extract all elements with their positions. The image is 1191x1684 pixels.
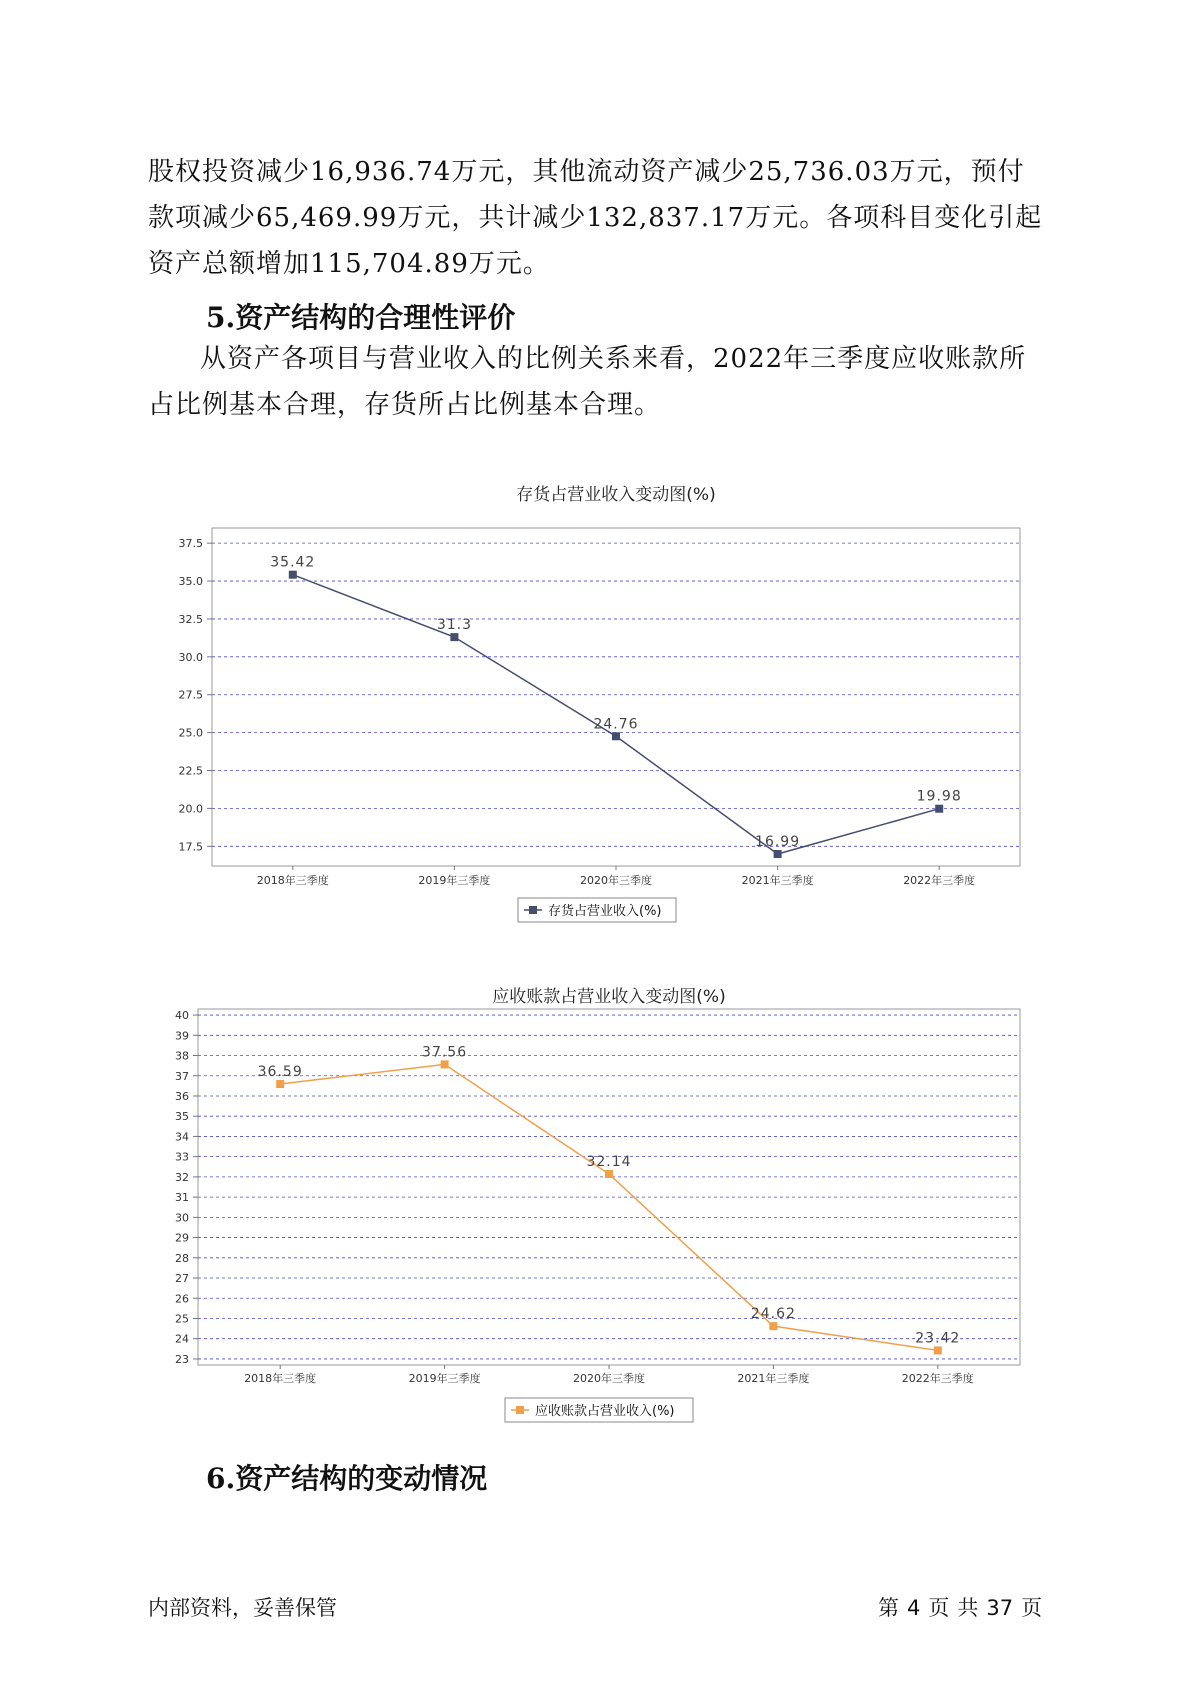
chart-2-ytick-label: 29 bbox=[175, 1231, 189, 1245]
chart-1-ytick-label: 37.5 bbox=[178, 537, 203, 551]
chart-1-xtick-label: 2019年三季度 bbox=[418, 874, 491, 887]
chart-2-ytick-label: 40 bbox=[175, 1009, 189, 1023]
chart-2-ytick-label: 34 bbox=[175, 1130, 189, 1144]
body-paragraph-2: 从资产各项目与营业收入的比例关系来看，2022年三季度应收账款所占比例基本合理，存货所占比例基本合理。 bbox=[148, 344, 1027, 420]
chart-1-ytick-label: 32.5 bbox=[178, 612, 203, 626]
chart-2-data-label: 23.42 bbox=[915, 1330, 961, 1347]
chart-2-ytick-label: 35 bbox=[175, 1110, 189, 1124]
chart-1-legend-label: 存货占营业收入(%) bbox=[548, 904, 662, 919]
footer-page-current: 4 bbox=[907, 1596, 921, 1620]
chart-1-ytick-label: 27.5 bbox=[178, 688, 203, 702]
footer-page-mid: 页 bbox=[928, 1596, 950, 1620]
chart-2-ytick-label: 37 bbox=[175, 1069, 189, 1083]
chart-2-ytick-label: 31 bbox=[175, 1191, 189, 1205]
footer-page-total: 37 bbox=[986, 1596, 1014, 1620]
section-heading-5: 5.资产结构的合理性评价 bbox=[206, 301, 516, 334]
chart-2-data-point bbox=[276, 1080, 284, 1088]
chart-1-xtick-label: 2022年三季度 bbox=[903, 874, 976, 887]
chart-2-data-label: 36.59 bbox=[257, 1064, 303, 1081]
chart-1-xtick-label: 2020年三季度 bbox=[580, 874, 652, 887]
chart-1-data-point bbox=[450, 633, 458, 641]
chart-2-title: 应收账款占营业收入变动图(%) bbox=[492, 987, 726, 1007]
chart-1-ytick-label: 35.0 bbox=[178, 575, 203, 589]
chart-1-ytick-label: 25.0 bbox=[178, 726, 203, 740]
chart-2-ytick-label: 24 bbox=[175, 1332, 189, 1346]
chart-2-ytick-label: 32 bbox=[175, 1170, 189, 1184]
chart-2-ytick-label: 36 bbox=[175, 1089, 189, 1103]
chart-2-ytick-label: 33 bbox=[175, 1150, 189, 1164]
chart-2-ytick-label: 28 bbox=[175, 1251, 189, 1265]
chart-1-ytick-label: 17.5 bbox=[178, 840, 203, 854]
body-paragraph-1: 股权投资减少16,936.74万元，其他流动资产减少25,736.03万元，预付款项减少65,469.99万元，共计减少132,837.17万元。各项科目变化引起资产总额增加115,704.89万元。 bbox=[148, 157, 1043, 279]
chart-1-data-label: 16.99 bbox=[755, 834, 801, 851]
chart-2-data-point bbox=[934, 1346, 942, 1354]
chart-2-plot-area bbox=[198, 1009, 1020, 1365]
chart-2-data-label: 37.56 bbox=[422, 1044, 468, 1061]
section-heading-6: 6.资产结构的变动情况 bbox=[206, 1462, 488, 1495]
chart-1-data-label: 35.42 bbox=[270, 554, 316, 571]
chart-2-xtick-label: 2022年三季度 bbox=[901, 1372, 974, 1385]
chart-2-ytick-label: 30 bbox=[175, 1211, 189, 1225]
chart-2-ytick-label: 25 bbox=[175, 1312, 189, 1326]
chart-2-ytick-label: 26 bbox=[175, 1292, 189, 1306]
chart-2-data-label: 32.14 bbox=[586, 1154, 632, 1171]
footer-page-suffix: 页 bbox=[1021, 1596, 1043, 1620]
chart-1-data-point bbox=[289, 571, 297, 579]
chart-1-ytick-label: 30.0 bbox=[178, 650, 203, 664]
footer-total-prefix: 共 bbox=[957, 1596, 979, 1620]
chart-2-data-point bbox=[769, 1322, 777, 1330]
footer-confidential-note: 内部资料，妥善保管 bbox=[148, 1596, 337, 1620]
chart-1-plot-area bbox=[212, 528, 1020, 866]
chart-2-data-label: 24.62 bbox=[750, 1306, 796, 1323]
chart-2-ytick-label: 38 bbox=[175, 1049, 189, 1063]
chart-1-data-label: 31.3 bbox=[436, 617, 472, 634]
chart-1-xtick-label: 2018年三季度 bbox=[256, 874, 329, 887]
chart-2-data-point bbox=[605, 1170, 613, 1178]
chart-1-title: 存货占营业收入变动图(%) bbox=[516, 485, 716, 505]
chart-2-data-point bbox=[441, 1060, 449, 1068]
chart-1-data-point bbox=[612, 732, 620, 740]
chart-1-xtick-label: 2021年三季度 bbox=[741, 874, 814, 887]
inventory-ratio-chart bbox=[0, 476, 1191, 926]
footer-page-number bbox=[878, 1592, 1050, 1622]
chart-1-ytick-label: 22.5 bbox=[178, 764, 203, 778]
chart-2-ytick-label: 27 bbox=[175, 1272, 189, 1286]
chart-1-data-label: 24.76 bbox=[593, 716, 639, 733]
receivables-ratio-chart bbox=[0, 974, 1191, 1439]
chart-2-legend-marker bbox=[516, 1406, 524, 1414]
footer-page-prefix: 第 bbox=[878, 1596, 899, 1620]
chart-1-data-point bbox=[774, 850, 782, 858]
chart-2-xtick-label: 2020年三季度 bbox=[573, 1372, 645, 1385]
chart-2-xtick-label: 2021年三季度 bbox=[737, 1372, 810, 1385]
chart-2-xtick-label: 2019年三季度 bbox=[408, 1372, 481, 1385]
chart-2-ytick-label: 39 bbox=[175, 1029, 189, 1043]
chart-1-data-point bbox=[935, 805, 943, 813]
chart-1-data-label: 19.98 bbox=[916, 788, 962, 805]
chart-1-legend-marker bbox=[529, 906, 537, 914]
chart-2-xtick-label: 2018年三季度 bbox=[244, 1372, 317, 1385]
chart-1-ytick-label: 20.0 bbox=[178, 802, 203, 816]
chart-2-ytick-label: 23 bbox=[175, 1352, 189, 1366]
chart-2-legend-label: 应收账款占营业收入(%) bbox=[535, 1404, 675, 1419]
